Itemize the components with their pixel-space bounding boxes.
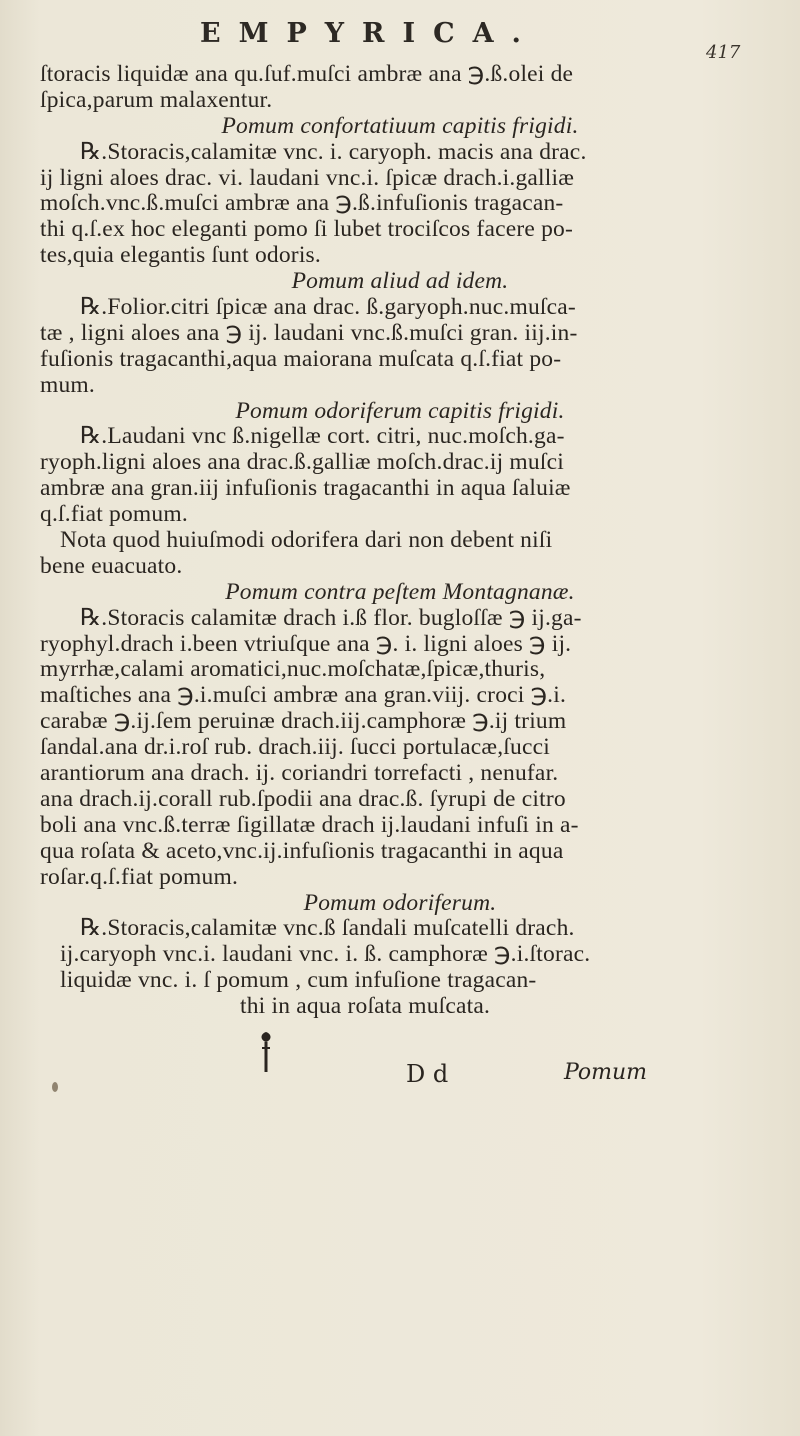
text-line: ℞.Storacis,calamitæ vnc.ß ſandali muſcatelli drach.	[80, 915, 575, 942]
text-line: roſar.q.ſ.fiat pomum.	[40, 863, 239, 890]
body-text	[40, 62, 760, 1020]
signature-mark: D d	[406, 1060, 449, 1088]
recipe-heading: Pomum aliud ad idem.	[291, 268, 509, 295]
text-line: ℞.Storacis,calamitæ vnc. i. caryoph. macis ana drac.	[80, 138, 587, 165]
text-line: ℞.Laudani vnc ß.nigellæ cort. citri, nuc.moſch.ga-	[80, 423, 565, 450]
text-line: ana drach.ij.corall rub.ſpodii ana drac.ß. ſyrupi de citro	[40, 785, 566, 812]
text-line: ſtoracis liquidæ ana qu.ſuf.muſci ambræ ana ℈.ß.olei de	[40, 61, 574, 87]
text-line: moſch.vnc.ß.muſci ambræ ana ℈.ß.infuſionis tragacan-	[40, 190, 564, 217]
page-footer	[0, 1052, 800, 1092]
text-line: ryophyl.drach i.been vtriuſque ana ℈. i. ligni aloes ℈ ij.	[40, 630, 572, 657]
text-line: ij.caryoph vnc.i. laudani vnc. i. ß. camphoræ ℈.i.ſtorac.	[60, 941, 591, 968]
text-line: ryoph.ligni aloes ana drac.ß.galliæ moſch.drac.ij muſci	[40, 449, 564, 476]
text-line: arantiorum ana drach. ij. coriandri torrefacti , nenufar.	[40, 760, 559, 787]
text-line: fuſionis tragacanthi,aqua maiorana muſcata q.ſ.fiat po-	[40, 345, 562, 372]
recipe-heading: Pomum confortatiuum capitis frigidi.	[221, 112, 579, 139]
text-line: Nota quod huiuſmodi odorifera dari non debent niſi	[60, 527, 553, 554]
text-line: ſpica,parum malaxentur.	[40, 86, 273, 113]
text-line: ℞.Storacis calamitæ drach i.ß flor. bugloſſæ ℈ ij.ga-	[80, 604, 582, 631]
text-line: boli ana vnc.ß.terræ ſigillatæ drach ij.laudani infuſi in a-	[40, 811, 579, 838]
running-title: EMPYRICA.	[200, 18, 539, 49]
text-line: myrrhæ,calami aromatici,nuc.moſchatæ,ſpicæ,thuris,	[40, 656, 546, 683]
text-line: q.ſ.fiat pomum.	[40, 501, 188, 528]
text-line: ambræ ana gran.iij infuſionis tragacanthi in aqua ſaluiæ	[40, 475, 571, 502]
text-line: liquidæ vnc. i. ſ pomum , cum infuſione tragacan-	[60, 967, 537, 994]
recipe-heading: Pomum odoriferum.	[303, 889, 497, 916]
text-line: tæ , ligni aloes ana ℈ ij. laudani vnc.ß.muſci gran. iij.in-	[40, 319, 578, 346]
text-line: thi q.ſ.ex hoc eleganti pomo ſi lubet trociſcos facere po-	[40, 216, 573, 243]
text-line: ℞.Folior.citri ſpicæ ana drac. ß.garyoph.nuc.muſca-	[80, 294, 576, 321]
text-line: ſandal.ana dr.i.roſ rub. drach.iij. ſucci portulacæ,ſucci	[40, 734, 550, 761]
text-line: carabæ ℈.ij.ſem peruinæ drach.iij.camphoræ ℈.ij trium	[40, 708, 567, 735]
text-line: maſtiches ana ℈.i.muſci ambræ ana gran.viij. croci ℈.i.	[40, 682, 567, 709]
recipe-heading: Pomum contra peſtem Montagnanæ.	[225, 578, 575, 605]
text-line: thi in aqua roſata muſcata.	[240, 993, 491, 1020]
page-number: 417	[706, 42, 741, 63]
recipe-heading: Pomum odoriferum capitis frigidi.	[235, 397, 565, 424]
text-line: tes,quia elegantis ſunt odoris.	[40, 242, 321, 269]
text-line: qua roſata & aceto,vnc.ij.infuſionis tragacanthi in aqua	[40, 837, 564, 864]
text-line: ij ligni aloes drac. vi. laudani vnc.i. ſpicæ drach.i.galliæ	[40, 164, 575, 191]
running-head	[0, 18, 800, 63]
text-line: bene euacuato.	[40, 552, 183, 579]
ink-blot-icon	[50, 1080, 60, 1094]
catchword: Pomum	[564, 1060, 648, 1085]
text-line: mum.	[40, 371, 95, 398]
